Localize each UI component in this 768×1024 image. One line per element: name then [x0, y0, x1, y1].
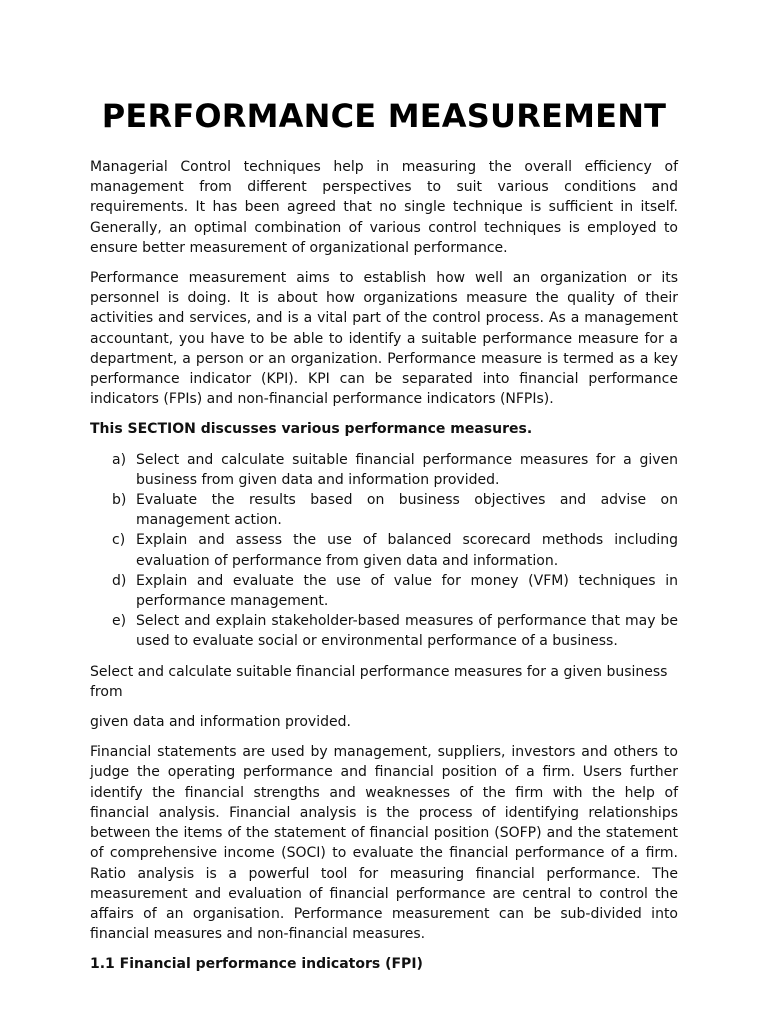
- objective-text: Select and calculate suitable financial performance measures for a given business from given data and information provided.: [136, 451, 678, 488]
- objective-marker: b): [112, 492, 127, 509]
- document-page: [90, 94, 678, 974]
- objectives-list: [112, 450, 678, 652]
- line-spacer: [90, 732, 678, 742]
- line-spacer: [90, 702, 678, 712]
- objective-item: [112, 611, 678, 651]
- objective-marker: d): [112, 572, 127, 589]
- objective-item: [112, 571, 678, 611]
- page-title: PERFORMANCE MEASUREMENT: [101, 97, 667, 135]
- objective-text: Explain and assess the use of balanced scorecard methods including evaluation of performance from given data and information.: [136, 532, 678, 569]
- objective-item: [112, 450, 678, 490]
- objective-marker: c): [112, 532, 126, 549]
- objective-item: [112, 490, 678, 530]
- intro-paragraph: Managerial Control techniques help in measuring the overall efficiency of management from different perspectives to suit various conditions and requirements. It has been agreed that no single technique is sufficient in itself. Generally, an optimal combination of various control techniques is employed to ensure better measurement of organizational performance.: [90, 159, 678, 256]
- objective-item: [112, 530, 678, 570]
- objective-text: Explain and evaluate the use of value for money (VFM) techniques in performance management.: [136, 572, 678, 610]
- objective-marker: e): [112, 613, 127, 630]
- financial-analysis-paragraph: Financial statements are used by management, suppliers, investors and others to judge the operating performance and financial position of a firm. Users further identify the financial strengths and weaknesses of the firm with the help of financial analysis. Financial analysis is the process of identifying relationships between the items of the statement of financial position (SOFP) and the statement of comprehensive income (SOCI) to evaluate the financial performance of a firm. Ratio analysis is a powerful tool for measuring financial performance. The measurement and evaluation of financial performance are central to control the affairs of an organisation. Performance measurement can be sub-divided into financial measures and non-financial measures.: [90, 744, 678, 943]
- performance-measurement-paragraph: Performance measurement aims to establish how well an organization or its personnel is doing. It is about how organizations measure the quality of their activities and services, and is a vital part of the control process. As a management accountant, you have to be able to identify a suitable performance measure for a department, a person or an organization. Performance measure is termed as a key performance indicator (KPI). KPI can be separated into financial performance indicators (FPIs) and non-financial performance indicators (NFPIs).: [90, 270, 678, 408]
- objective-marker: a): [112, 451, 127, 468]
- objective-text: Select and explain stakeholder-based measures of performance that may be used to evaluate social or environmental performance of a business.: [136, 613, 678, 650]
- restated-objective-line-2: given data and information provided.: [90, 714, 351, 731]
- objective-text: Evaluate the results based on business objectives and advise on management action.: [136, 492, 678, 529]
- section-lead: This SECTION discusses various performance measures.: [90, 421, 533, 438]
- section-subheading: 1.1 Financial performance indicators (FPI): [90, 956, 423, 973]
- restated-objective-line-1: Select and calculate suitable financial performance measures for a given business from: [90, 663, 668, 700]
